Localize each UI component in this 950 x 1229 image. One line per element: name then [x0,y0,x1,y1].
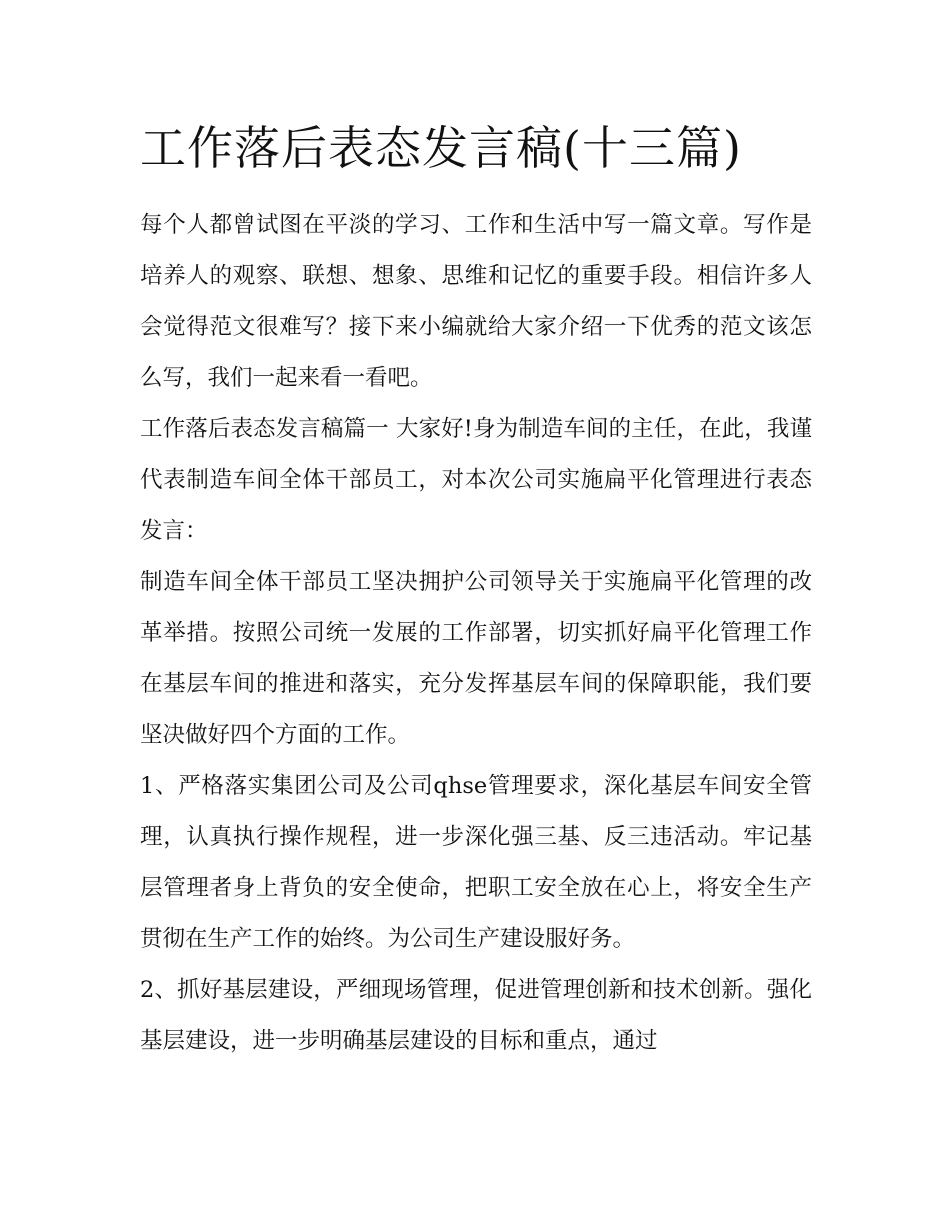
paragraph-item-2: 2、抓好基层建设，严细现场管理，促进管理创新和技术创新。强化基层建设，进一步明确基层建设的目标和重点，通过 [140,977,812,1054]
paragraph-item-1: 1、严格落实集团公司及公司qhse管理要求，深化基层车间安全管理，认真执行操作规程，进一步深化强三基、反三违活动。牢记基层管理者身上背负的安全使命，把职工安全放在心上，将安全生产贯彻在生产工作的始终。为公司生产建设服好务。 [140,773,812,952]
paragraph-intro: 每个人都曾试图在平淡的学习、工作和生活中写一篇文章。写作是培养人的观察、联想、想象、思维和记忆的重要手段。相信许多人会觉得范文很难写？接下来小编就给大家介绍一下优秀的范文该怎么写，我们一起来看一看吧。 [140,212,812,391]
document-title: 工作落后表态发言稿(十三篇) [140,121,742,175]
document-body [140,200,812,1067]
paragraph-speech-opening: 工作落后表态发言稿篇一 大家好!身为制造车间的主任，在此，我谨代表制造车间全体干部员工，对本次公司实施扁平化管理进行表态发言： [140,416,812,544]
paragraph-commitment: 制造车间全体干部员工坚决拥护公司领导关于实施扁平化管理的改革举措。按照公司统一发展的工作部署，切实抓好扁平化管理工作在基层车间的推进和落实，充分发挥基层车间的保障职能，我们要坚决做好四个方面的工作。 [140,569,812,748]
